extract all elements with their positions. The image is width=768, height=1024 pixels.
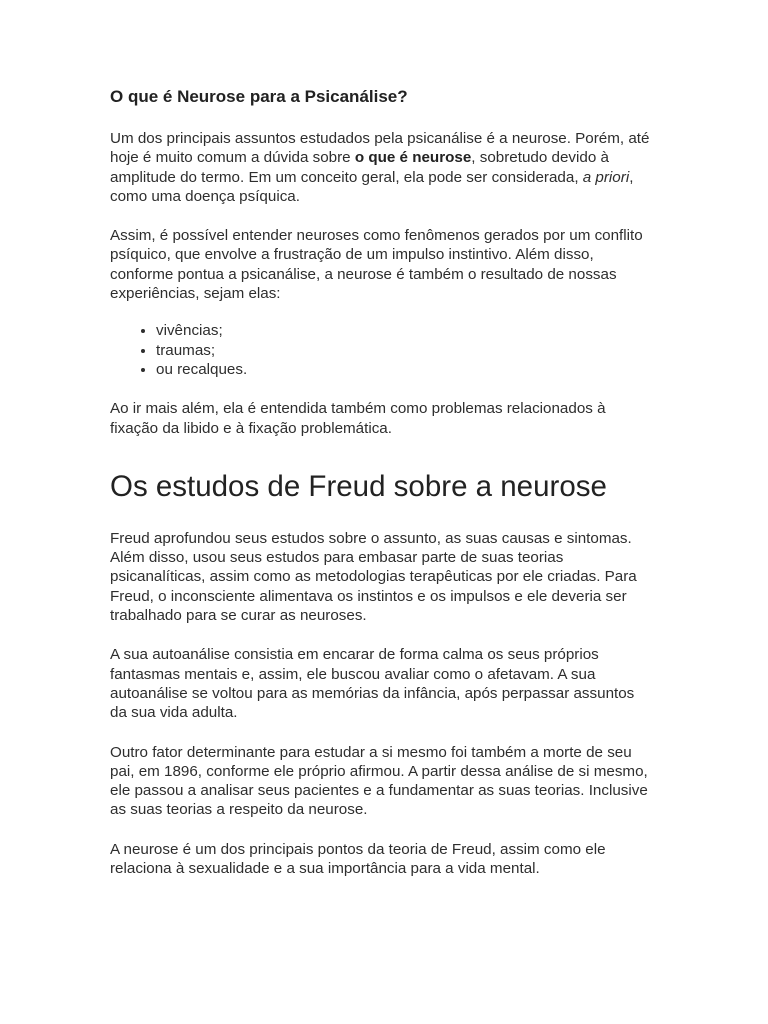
bold-term: o que é neurose [354,149,472,167]
paragraph-conflict: Assim, é possível entender neuroses como fenômenos gerados por um conflito psíquico, que envolve a frustração de um impulso instintivo. Além disso, conforme pontua a psicanálise, a neurose é também o resultado de nossas experiências, sejam elas: [110,227,643,303]
experiences-list [110,321,650,379]
paragraph-freud-studies: Freud aprofundou seus estudos sobre o assunto, as suas causas e sintomas. Além disso, usou seus estudos para embasar parte de suas teorias psicanalíticas, assim como as metodologias terapêuticas por ele criadas. Para Freud, o inconsciente alimentava os instintos e os impulsos e ele deveria ser trabalhado para se curar as neuroses. [110,529,637,625]
paragraph-intro-text-2: , sobretudo devido à amplitude do termo. Em um conceito geral, ela pode ser considerada, [110,149,609,186]
paragraph-libido: Ao ir mais além, ela é entendida também como problemas relacionados à fixação da libido e à fixação problemática. [110,400,606,437]
section-heading-neurose: O que é Neurose para a Psicanálise? [110,87,408,106]
paragraph-intro-text-3: , como uma doença psíquica. [110,168,634,205]
section-heading-freud: Os estudos de Freud sobre a neurose [110,469,607,503]
list-item: • ou recalques. [156,360,650,379]
paragraph-father-death: Outro fator determinante para estudar a si mesmo foi também a morte de seu pai, em 1896, conforme ele próprio afirmou. A partir dessa análise de si mesmo, ele passou a analisar seus pacientes e a fundamentar as suas teorias. Inclusive as suas teorias a respeito da neurose. [110,743,648,819]
paragraph-self-analysis: A sua autoanálise consistia em encarar de forma calma os seus próprios fantasmas mentais e, assim, ele buscou avaliar como o afetavam. A sua autoanálise se voltou para as memórias da infância, após perpassar assuntos da sua vida adulta. [110,646,635,722]
document-page [110,86,650,898]
paragraph-conclusion: A neurose é um dos principais pontos da teoria de Freud, assim como ele relaciona à sexualidade e a sua importância para a vida mental. [110,840,606,878]
paragraph-intro-text-1: Um dos principais assuntos estudados pela psicanálise é a neurose. Porém, até hoje é muito comum a dúvida sobre [110,130,650,167]
list-item: • traumas; [156,341,650,360]
list-item: • vivências; [156,321,650,340]
italic-term: a priori [582,168,630,186]
paragraph-intro [110,129,650,206]
